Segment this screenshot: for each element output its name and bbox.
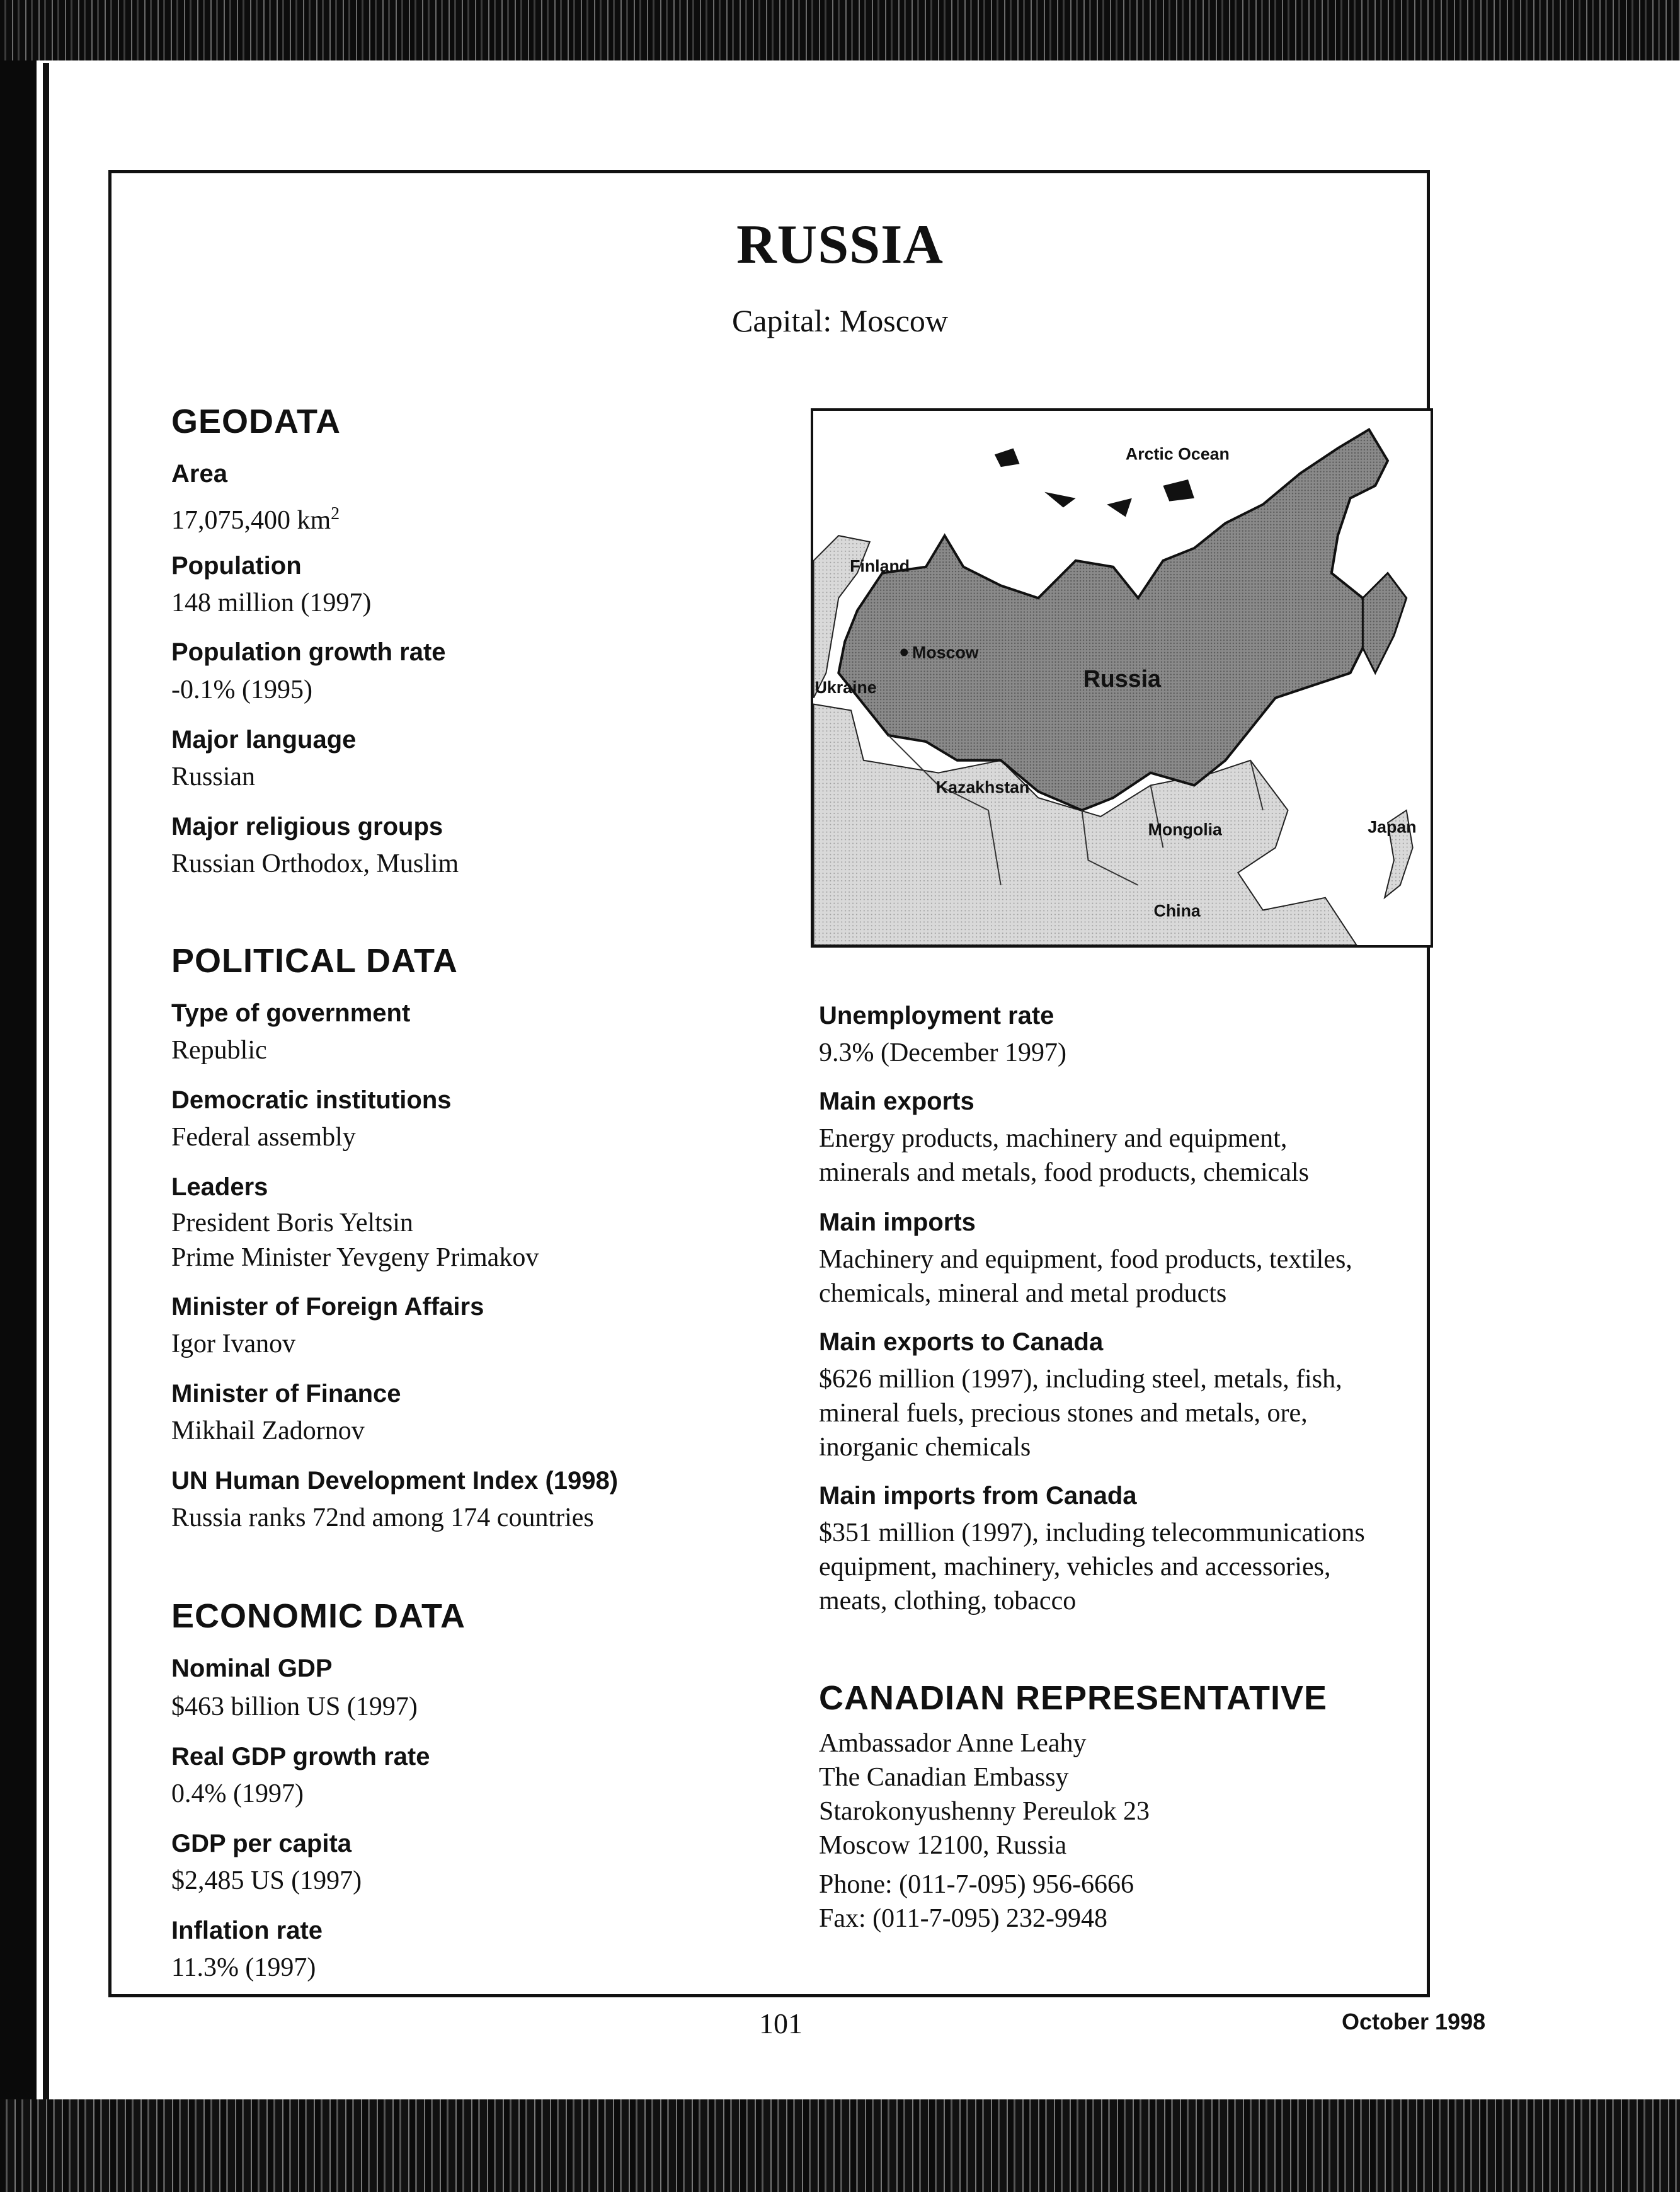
publication-date: October 1998	[1342, 2009, 1486, 2034]
representative-line-3: Starokonyushenny Pereulok 23	[819, 1797, 1150, 1826]
capital-line: Capital: Moscow	[731, 303, 949, 338]
inflation-label: Inflation rate	[171, 1917, 323, 1944]
representative-heading: CANADIAN REPRESENTATIVE	[819, 1679, 1328, 1717]
finance-minister-label: Minister of Finance	[171, 1380, 401, 1408]
real-gdp-growth-value: 0.4% (1997)	[171, 1779, 304, 1808]
real-gdp-growth-label: Real GDP growth rate	[171, 1743, 430, 1770]
inflation-value: 11.3% (1997)	[171, 1953, 316, 1982]
language-label: Major language	[171, 726, 357, 754]
leaders-value-2: Prime Minister Yevgeny Primakov	[171, 1243, 539, 1272]
government-value: Republic	[171, 1036, 267, 1065]
exports-to-canada-value-2: mineral fuels, precious stones and metals, ore,	[819, 1399, 1308, 1428]
foreign-minister-value: Igor Ivanov	[171, 1329, 296, 1358]
leaders-label: Leaders	[171, 1173, 268, 1201]
imports-from-canada-label: Main imports from Canada	[819, 1482, 1137, 1510]
representative-line-2: The Canadian Embassy	[819, 1763, 1069, 1792]
region-map	[811, 408, 1433, 948]
imports-from-canada-value-3: meats, clothing, tobacco	[819, 1587, 1077, 1615]
map-label-mongolia: Mongolia	[1148, 820, 1222, 839]
religion-label: Major religious groups	[171, 813, 443, 841]
main-exports-value-1: Energy products, machinery and equipment,	[819, 1124, 1288, 1153]
government-label: Type of government	[171, 999, 411, 1027]
gdp-per-capita-label: GDP per capita	[171, 1830, 352, 1857]
main-imports-value-2: chemicals, mineral and metal products	[819, 1279, 1227, 1308]
nominal-gdp-value: $463 billion US (1997)	[171, 1692, 418, 1721]
nominal-gdp-label: Nominal GDP	[171, 1655, 333, 1682]
hdi-value: Russia ranks 72nd among 174 countries	[171, 1503, 594, 1532]
geodata-heading: GEODATA	[171, 403, 341, 440]
exports-to-canada-value-1: $626 million (1997), including steel, metals, fish,	[819, 1365, 1342, 1394]
moscow-marker	[900, 648, 908, 656]
page-number: 101	[759, 2007, 803, 2040]
kamchatka-shape	[1363, 573, 1406, 674]
political-heading: POLITICAL DATA	[171, 942, 458, 980]
scan-top-border	[0, 0, 1680, 60]
population-label: Population	[171, 552, 302, 580]
population-growth-label: Population growth rate	[171, 638, 446, 666]
imports-from-canada-value-2: equipment, machinery, vehicles and accessories,	[819, 1552, 1331, 1581]
economic-heading: ECONOMIC DATA	[171, 1597, 466, 1635]
population-value: 148 million (1997)	[171, 588, 372, 617]
exports-to-canada-label: Main exports to Canada	[819, 1328, 1104, 1356]
representative-line-1: Ambassador Anne Leahy	[819, 1729, 1087, 1758]
representative-line-4: Moscow 12100, Russia	[819, 1831, 1067, 1860]
area-unit-superscript: 2	[331, 504, 340, 524]
area-label: Area	[171, 460, 227, 488]
imports-from-canada-value-1: $351 million (1997), including telecommunications	[819, 1518, 1365, 1547]
representative-fax: Fax: (011-7-095) 232-9948	[819, 1904, 1108, 1933]
map-label-japan: Japan	[1368, 817, 1417, 837]
finance-minister-value: Mikhail Zadornov	[171, 1416, 365, 1445]
leaders-value-1: President Boris Yeltsin	[171, 1208, 413, 1237]
institutions-value: Federal assembly	[171, 1123, 356, 1152]
scan-bottom-border	[0, 2099, 1680, 2192]
scan-left-rule	[43, 63, 49, 2099]
hdi-label: UN Human Development Index (1998)	[171, 1467, 619, 1495]
exports-to-canada-value-3: inorganic chemicals	[819, 1433, 1031, 1462]
foreign-minister-label: Minister of Foreign Affairs	[171, 1293, 484, 1321]
region-map-svg	[813, 411, 1431, 945]
main-imports-label: Main imports	[819, 1208, 976, 1236]
map-label-russia: Russia	[1083, 665, 1161, 692]
population-growth-value: -0.1% (1995)	[171, 675, 312, 704]
religion-value: Russian Orthodox, Muslim	[171, 849, 459, 878]
map-label-china: China	[1153, 901, 1201, 921]
area-value: 17,075,400 $km^2$	[171, 504, 340, 535]
map-label-finland: Finland	[850, 556, 910, 576]
scan-left-edge	[0, 60, 37, 2099]
main-imports-value-1: Machinery and equipment, food products, textiles,	[819, 1245, 1352, 1274]
unemployment-value: 9.3% (December 1997)	[819, 1038, 1067, 1067]
representative-phone: Phone: (011-7-095) 956-6666	[819, 1870, 1134, 1899]
gdp-per-capita-value: $2,485 US (1997)	[171, 1866, 362, 1895]
russia-shape	[838, 430, 1388, 810]
main-exports-label: Main exports	[819, 1087, 974, 1115]
institutions-label: Democratic institutions	[171, 1086, 452, 1114]
map-label-moscow: Moscow	[912, 643, 979, 662]
language-value: Russian	[171, 762, 256, 791]
map-label-kazakhstan: Kazakhstan	[935, 778, 1030, 797]
map-label-arctic: Arctic Ocean	[1125, 444, 1230, 464]
map-label-ukraine: Ukraine	[814, 677, 877, 697]
page-title: RUSSIA	[736, 214, 944, 275]
main-exports-value-2: minerals and metals, food products, chemicals	[819, 1158, 1309, 1187]
unemployment-label: Unemployment rate	[819, 1002, 1054, 1030]
